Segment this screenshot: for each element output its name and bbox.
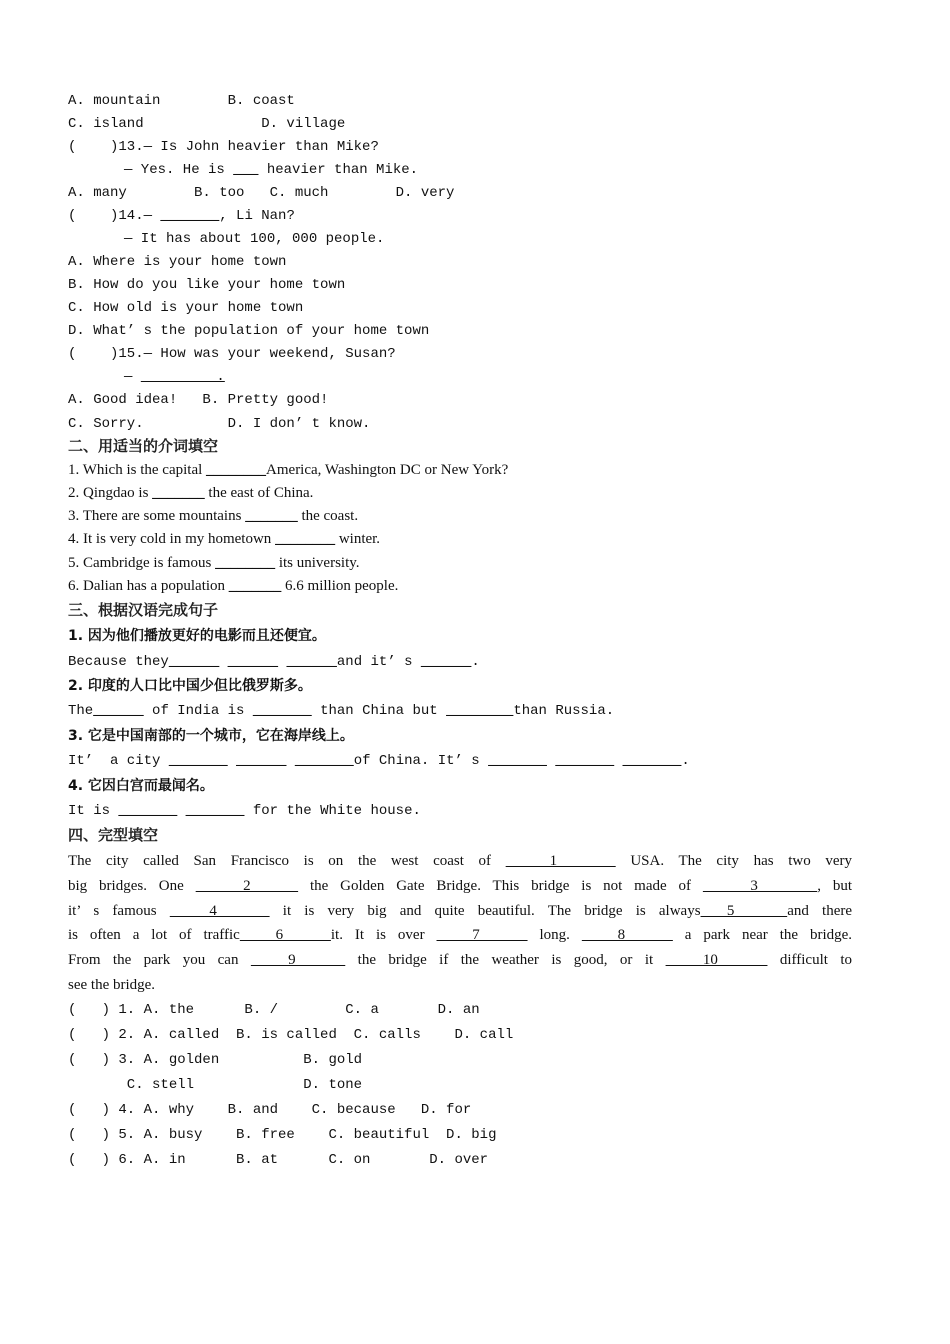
- line-text: see the bridge.: [68, 977, 156, 993]
- line-text: ( ) 3. A. golden B. gold: [68, 1052, 363, 1068]
- line-text: 2. 印度的人口比中国少但比俄罗斯多。: [68, 678, 312, 694]
- line-text: A. Where is your home town: [68, 254, 287, 270]
- line-text: long.: [527, 927, 582, 943]
- line-text: A. mountain B. coast: [68, 93, 295, 109]
- answer-blank: ________: [215, 555, 276, 571]
- line-text: — It has about 100, 000 people.: [124, 231, 385, 247]
- answer-blank: ______: [236, 753, 287, 769]
- line-text: ( )13.— Is John heavier than Mike?: [68, 139, 379, 155]
- line-text: ( ) 1. A. the B. / C. a D. an: [68, 1002, 480, 1018]
- line-text: difficult to: [767, 952, 853, 968]
- text-line: [68, 415, 370, 433]
- answer-blank: .: [140, 369, 225, 385]
- line-text: ( ) 2. A. called B. is called C. calls D. call: [68, 1027, 514, 1043]
- line-text: The: [68, 703, 94, 719]
- answer-blank: ______: [93, 703, 144, 719]
- line-text: A. Good idea! B. Pretty good!: [68, 392, 329, 408]
- line-text: heavier than Mike.: [258, 162, 419, 178]
- line-text: [228, 753, 236, 769]
- line-text: 4. 它因白宫而最闻名。: [68, 778, 214, 794]
- line-text: [177, 803, 185, 819]
- answer-blank: _______: [152, 485, 205, 501]
- text-line: [68, 677, 312, 696]
- text-line: [68, 802, 421, 820]
- line-text: [219, 654, 227, 670]
- line-text: and it’ s: [336, 654, 421, 670]
- text-line: [68, 702, 614, 720]
- answer-blank: 9: [250, 952, 346, 968]
- text-line: [68, 727, 354, 746]
- answer-blank: ___: [233, 162, 259, 178]
- text-line: [68, 207, 295, 225]
- line-text: 3. 它是中国南部的一个城市，它在海岸线上。: [68, 728, 354, 744]
- text-line: [68, 653, 480, 671]
- answer-blank: ________: [275, 531, 336, 547]
- line-text: —: [124, 369, 141, 385]
- section-heading: [68, 437, 218, 455]
- answer-blank: 5: [700, 903, 788, 919]
- line-text: It’ a city: [68, 753, 169, 769]
- text-line: [68, 322, 429, 340]
- answer-blank: 8: [581, 927, 673, 943]
- text-line: [68, 1026, 513, 1044]
- line-text: — Yes. He is: [124, 162, 234, 178]
- answer-blank: _______: [245, 508, 298, 524]
- line-text: of China. It’ s: [353, 753, 489, 769]
- answer-blank: 2: [195, 878, 299, 894]
- line-text: C. island D. village: [68, 116, 346, 132]
- text-line: [68, 1126, 496, 1144]
- line-text: for the White house.: [244, 803, 421, 819]
- text-line: [68, 1001, 480, 1019]
- line-text: 6. Dalian has a population: [68, 578, 229, 594]
- answer-blank: ______: [286, 654, 337, 670]
- line-text: B. How do you like your home town: [68, 277, 346, 293]
- text-line: [68, 902, 852, 920]
- line-text: the east of China.: [204, 485, 314, 501]
- text-line: [68, 138, 379, 156]
- text-line: [68, 253, 286, 271]
- text-line: [68, 1051, 362, 1069]
- line-text: ( ) 4. A. why B. and C. because D. for: [68, 1102, 472, 1118]
- line-text: ( ) 5. A. busy B. free C. beautiful D. big: [68, 1127, 497, 1143]
- text-line: [68, 507, 358, 525]
- line-text: , but: [817, 878, 852, 894]
- section-heading: [68, 601, 218, 619]
- line-text: 3. There are some mountains: [68, 508, 246, 524]
- text-line: [68, 530, 380, 548]
- line-text: is often a lot of traffic: [68, 927, 240, 943]
- text-line: [68, 852, 852, 870]
- line-text: .: [681, 753, 690, 769]
- line-text: America, Washington DC or New York?: [266, 462, 509, 478]
- line-text: .: [471, 654, 480, 670]
- answer-blank: _______: [168, 753, 228, 769]
- text-line: [68, 951, 852, 969]
- line-text: 四、完型填空: [68, 826, 159, 844]
- line-text: the coast.: [297, 508, 359, 524]
- line-text: it. It is over: [330, 927, 437, 943]
- text-line: [68, 627, 326, 646]
- answer-blank: ________: [206, 462, 267, 478]
- answer-blank: 10: [665, 952, 768, 968]
- line-text: [614, 753, 622, 769]
- text-line: [68, 461, 508, 479]
- line-text: than China but: [311, 703, 447, 719]
- line-text: than Russia.: [513, 703, 615, 719]
- line-text: From the park you can: [68, 952, 251, 968]
- line-text: A. many B. too C. much D. very: [68, 185, 455, 201]
- answer-blank: _______: [185, 803, 245, 819]
- answer-blank: 4: [169, 903, 270, 919]
- answer-blank: _______: [488, 753, 547, 769]
- answer-blank: 3: [702, 878, 818, 894]
- answer-blank: ______: [420, 654, 472, 670]
- line-text: big bridges. One: [68, 878, 196, 894]
- line-text: 4. It is very cold in my hometown: [68, 531, 276, 547]
- text-line: [68, 299, 303, 317]
- answer-blank: _______: [555, 753, 615, 769]
- line-text: The city called San Francisco is on the west coast of: [68, 853, 506, 869]
- answer-blank: ______: [227, 654, 279, 670]
- line-text: the Golden Gate Bridge. This bridge is not made of: [298, 878, 703, 894]
- answer-blank: _______: [294, 753, 354, 769]
- line-text: C. How old is your home town: [68, 300, 304, 316]
- text-line: [68, 1101, 471, 1119]
- text-line: [68, 877, 852, 895]
- text-line: [68, 976, 155, 994]
- line-text: of India is: [143, 703, 253, 719]
- line-text: 1. Which is the capital: [68, 462, 207, 478]
- text-line: [68, 92, 295, 110]
- line-text: Because they: [68, 654, 169, 670]
- text-line: [68, 577, 398, 595]
- answer-blank: _______: [160, 208, 220, 224]
- answer-blank: 1: [505, 853, 616, 869]
- line-text: it is very big and quite beautiful. The bridge is always: [269, 903, 701, 919]
- text-line: [68, 1076, 362, 1094]
- line-text: its university.: [275, 555, 360, 571]
- answer-blank: ________: [446, 703, 514, 719]
- line-text: C. stell D. tone: [68, 1077, 363, 1093]
- line-text: 1. 因为他们播放更好的电影而且还便宜。: [68, 628, 326, 644]
- answer-blank: ______: [168, 654, 220, 670]
- answer-blank: _______: [622, 753, 682, 769]
- line-text: C. Sorry. D. I don’ t know.: [68, 416, 371, 432]
- text-line: [68, 276, 345, 294]
- text-line: [68, 752, 690, 770]
- text-line: [68, 926, 852, 944]
- text-line: [124, 230, 384, 248]
- text-line: [68, 184, 454, 202]
- line-text: 2. Qingdao is: [68, 485, 153, 501]
- text-line: [68, 484, 313, 502]
- text-line: [68, 777, 214, 796]
- line-text: a park near the bridge.: [672, 927, 853, 943]
- line-text: , Li Nan?: [219, 208, 295, 224]
- text-line: [68, 1151, 488, 1169]
- text-line: [124, 368, 225, 386]
- section-heading: [68, 826, 158, 844]
- text-line: [68, 391, 328, 409]
- line-text: ( )14.—: [68, 208, 161, 224]
- line-text: 6.6 million people.: [281, 578, 399, 594]
- line-text: 二、用适当的介词填空: [68, 437, 219, 455]
- line-text: winter.: [335, 531, 381, 547]
- text-line: [68, 115, 345, 133]
- answer-blank: 7: [436, 927, 528, 943]
- text-line: [68, 345, 396, 363]
- line-text: ( )15.— How was your weekend, Susan?: [68, 346, 396, 362]
- line-text: USA. The city has two very: [615, 853, 853, 869]
- answer-blank: _______: [252, 703, 312, 719]
- line-text: D. What’ s the population of your home town: [68, 323, 430, 339]
- line-text: 三、根据汉语完成句子: [68, 601, 219, 619]
- line-text: the bridge if the weather is good, or it: [345, 952, 666, 968]
- line-text: [286, 753, 294, 769]
- line-text: It is: [68, 803, 119, 819]
- answer-blank: 6: [239, 927, 331, 943]
- line-text: and there: [787, 903, 853, 919]
- text-line: [68, 554, 360, 572]
- answer-blank: _______: [118, 803, 178, 819]
- line-text: ( ) 6. A. in B. at C. on D. over: [68, 1152, 489, 1168]
- line-text: it’ s famous: [68, 903, 170, 919]
- answer-blank: _______: [228, 578, 282, 594]
- line-text: 5. Cambridge is famous: [68, 555, 216, 571]
- text-line: [124, 161, 418, 179]
